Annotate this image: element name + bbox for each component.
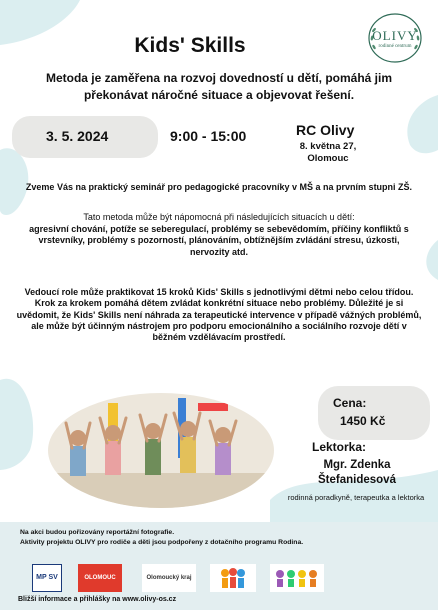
children-photo bbox=[48, 393, 274, 508]
contact-info: Bližší informace a přihlášky na www.olivy-os.cz bbox=[18, 596, 177, 603]
children-icon bbox=[272, 566, 322, 590]
situations-list: agresivní chování, potíže se seberegulací, problémy se sebevědomím, příčiny konfliktů s vrstevníky, problémy s pozorností, plánováním, obtížnějším zvládání stresu, úzkosti, nervozity atd. bbox=[29, 223, 409, 257]
event-time: 9:00 - 15:00 bbox=[170, 128, 247, 144]
lead-text: Metoda je zaměřena na rozvoj dovedností u dětí, pomáhá jim překonávat náročné situace a objevovat řešení. bbox=[45, 71, 393, 102]
logo-subtitle: rodinné centrum bbox=[378, 44, 412, 49]
children-logo bbox=[270, 564, 324, 592]
lecturer-label: Lektorka: bbox=[312, 440, 367, 454]
event-date: 3. 5. 2024 bbox=[46, 128, 109, 144]
footer-notes bbox=[20, 528, 430, 547]
family-icon bbox=[213, 566, 253, 590]
price-label: Cena: bbox=[333, 396, 367, 410]
price-box bbox=[318, 386, 430, 440]
price-value: 1450 Kč bbox=[340, 414, 386, 428]
lecturer-name: Mgr. Zdenka Štefanidesová bbox=[318, 459, 396, 486]
lecturer-role: rodinná poradkyně, terapeutka a lektorka bbox=[287, 493, 425, 502]
logo-name: OLIVY bbox=[372, 28, 418, 43]
invite-text: Zveme Vás na praktický seminář pro pedagogické pracovníky v MŠ a na prvním stupni ZŠ. bbox=[25, 182, 413, 192]
situations-intro: Tato metoda může být nápomocná při následujících situacích u dětí: bbox=[83, 212, 355, 222]
olomouc-city-logo: OLOMOUC bbox=[78, 564, 122, 592]
photo-notice: Na akci budou pořizovány reportážní fotografie. bbox=[20, 529, 175, 536]
venue-address: 8. května 27, Olomouc bbox=[299, 141, 357, 164]
funding-notice: Aktivity projektu OLIVY pro rodiče a děti jsou podpořeny z dotačního programu Rodina. bbox=[20, 538, 304, 546]
olomoucky-kraj-logo: Olomoucký kraj bbox=[142, 564, 196, 592]
description-paragraph: Vedoucí role může praktikovat 15 kroků Kids' Skills s jednotlivými dětmi nebo celou třídou. Krok za krokem pomáhá dětem zvládat konkrétní situace nebo problémy. Důležité je si uvědomit, že Kids' Skills není náhrada za terapeutické intervence v případě vážných problémů, ale může být účinným nástrojem pro podporu emocionálního a sociálního rozvoje dětí v běžném vzdělávacím prostředí. bbox=[16, 287, 422, 343]
situations-paragraph bbox=[18, 212, 420, 258]
venue-name: RC Olivy bbox=[296, 122, 355, 138]
page-title: Kids' Skills bbox=[134, 34, 246, 57]
family-friendly-logo bbox=[210, 564, 256, 592]
mpsv-logo: MP SV bbox=[32, 564, 62, 592]
